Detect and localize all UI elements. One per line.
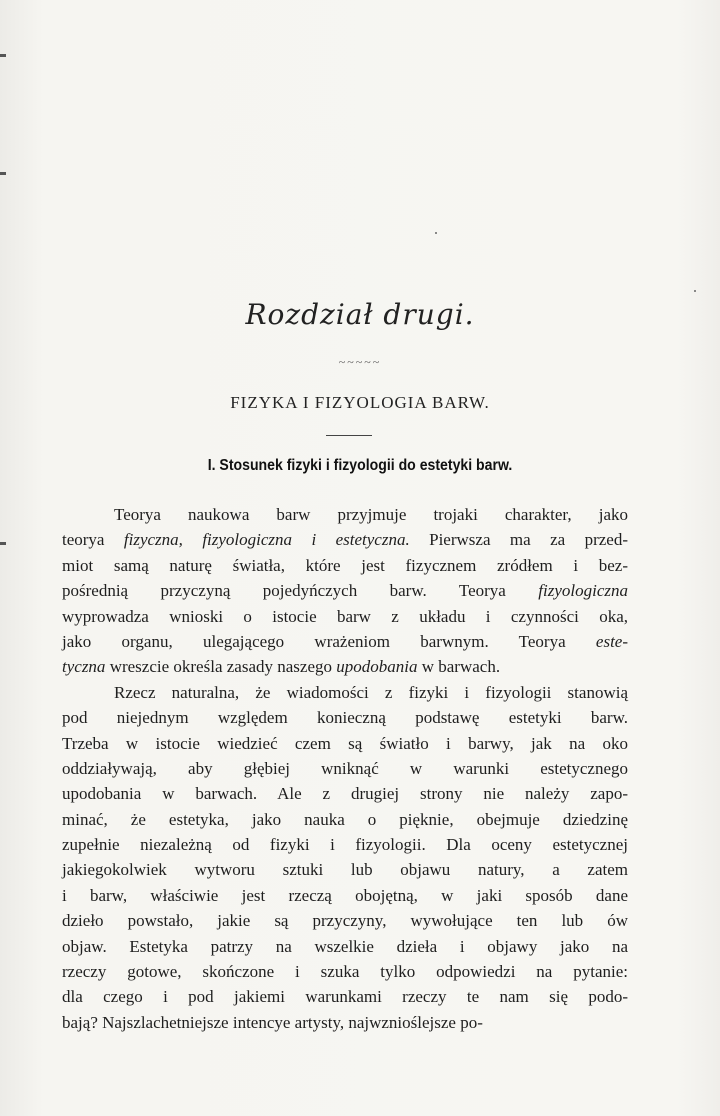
chapter-heading: Rozdział drugi. bbox=[245, 298, 475, 331]
text-line: objaw. Estetyka patrzy na wszelkie dzieła i objawy jako na bbox=[62, 936, 628, 956]
ornament: ~~~~~ bbox=[338, 355, 382, 369]
page-edge-mark bbox=[0, 172, 6, 175]
chapter-title: FIZYKA I FIZYOLOGIA BARW. bbox=[230, 393, 490, 412]
text-line: rzeczy gotowe, skończone i szuka tylko odpowiedzi na pytanie: bbox=[62, 962, 628, 982]
italic-term: fizyczna, fizyologiczna i estetyczna. bbox=[123, 530, 410, 550]
text-line: Teorya naukowa barw przyjmuje trojaki charakter, jako bbox=[114, 505, 628, 524]
page-edge-mark bbox=[0, 542, 6, 545]
text-line: jako organu, ulegającego wrażeniom barwnym. Teorya este- bbox=[62, 631, 628, 651]
italic-term: tyczna bbox=[62, 657, 106, 677]
text-line: dla czego i pod jakiemi warunkami rzeczy te nam się podo- bbox=[62, 987, 628, 1007]
body-text bbox=[62, 502, 628, 1035]
text-line: oddziaływają, aby głębiej wniknąć w warunki estetycznego bbox=[62, 758, 628, 778]
text-line: bają? Najszlachetniejsze intencye artysty, najwznioślejsze po- bbox=[62, 1012, 483, 1032]
page-edge-mark bbox=[0, 54, 6, 57]
text-line: dzieło powstało, jakie są przyczyny, wywołujące ten lub ów bbox=[62, 911, 628, 931]
italic-term: fizyologiczna bbox=[538, 581, 628, 601]
paper-speck bbox=[435, 232, 437, 234]
text-line: teorya fizyczna, fizyologiczna i estetyczna. Pierwsza ma za przed- bbox=[62, 530, 628, 550]
text-line: minać, że estetyka, jako nauka o pięknie, obejmuje dziedzinę bbox=[62, 809, 628, 829]
italic-term: este- bbox=[595, 631, 628, 651]
text-line: miot samą naturę światła, które jest fizycznem zródłem i bez- bbox=[62, 555, 628, 575]
italic-term: upodobania bbox=[336, 657, 418, 677]
text-line: pod niejednym względem konieczną podstawę estetyki barw. bbox=[62, 708, 628, 728]
text-line: Rzecz naturalna, że wiadomości z fizyki i fizyologii stanowią bbox=[114, 682, 628, 702]
text-line: Trzeba w istocie wiedzieć czem są światło i barwy, jak na oko bbox=[62, 733, 628, 753]
section-title: I. Stosunek fizyki i fizyologii do estetyki barw. bbox=[207, 457, 513, 474]
text-line: pośrednią przyczyną pojedyńczych barw. Teorya fizyologiczna bbox=[62, 581, 628, 601]
paper-speck bbox=[694, 290, 696, 292]
text-line: upodobania w barwach. Ale z drugiej strony nie należy zapo- bbox=[62, 784, 628, 804]
text-line: wyprowadza wnioski o istocie barw z układu i czynności oka, bbox=[62, 606, 628, 626]
text-line: i barw, właściwie jest rzeczą obojętną, w jaki sposób dane bbox=[62, 885, 628, 905]
text-line: zupełnie niezależną od fizyki i fizyologii. Dla oceny estetycznej bbox=[62, 835, 628, 855]
divider-rule bbox=[326, 435, 372, 436]
text-line: tyczna wreszcie określa zasady naszego upodobania w barwach. bbox=[62, 657, 501, 677]
text-line: jakiegokolwiek wytworu sztuki lub objawu natury, a zatem bbox=[62, 860, 628, 880]
